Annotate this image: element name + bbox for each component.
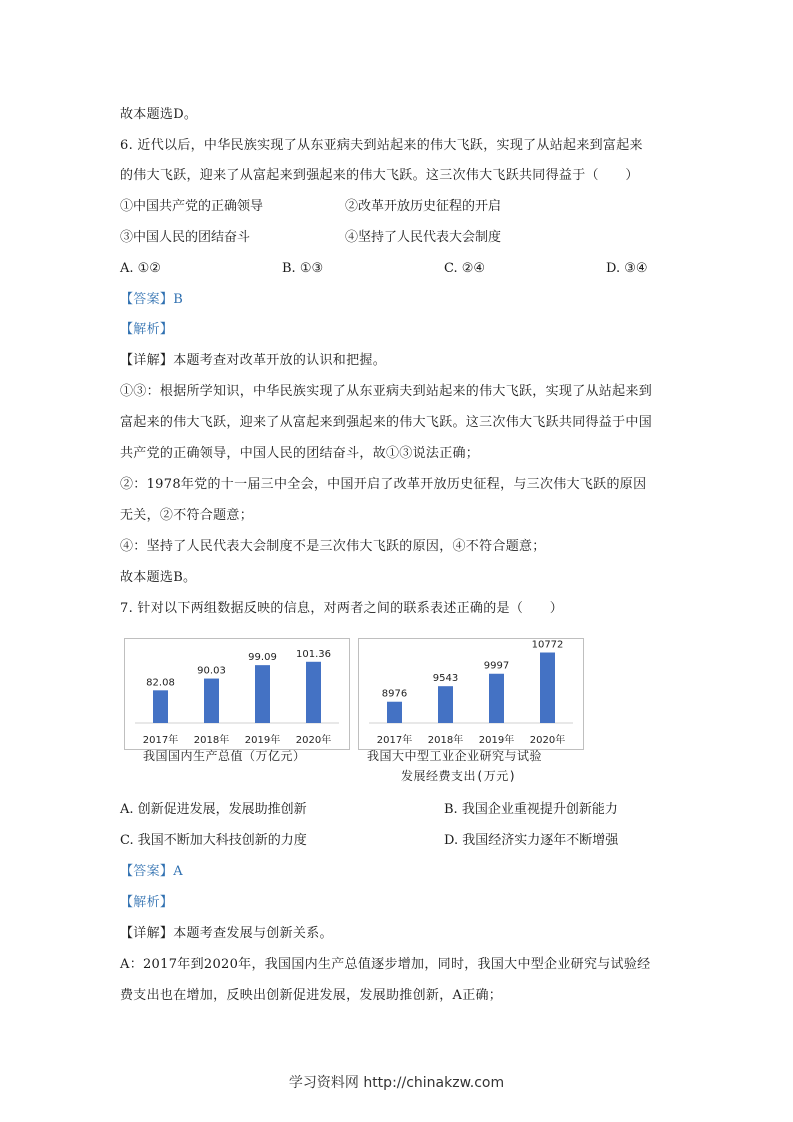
explanation-line: A：2017年到2020年，我国国内生产总值逐步增加，同时，我国大中型企业研究与试验经 bbox=[120, 957, 651, 972]
rd-category-label: 2019年 bbox=[478, 735, 515, 746]
analysis-label: 【解析】 bbox=[120, 322, 174, 337]
gdp-bar-chart bbox=[125, 639, 349, 749]
rd-value-label: 8976 bbox=[381, 688, 408, 700]
question-6-stem-cont: 的伟大飞跃，迎来了从富起来到强起来的伟大飞跃。这三次伟大飞跃共同得益于（ ） bbox=[120, 168, 639, 183]
gdp-category-label: 2018年 bbox=[193, 735, 230, 746]
rd-bar-chart bbox=[359, 639, 583, 749]
rd-chart-caption-line1: 我国大中型工业企业研究与试验 bbox=[367, 749, 543, 763]
q7-option-c: C. 我国不断加大科技创新的力度 bbox=[120, 833, 307, 848]
analysis-label: 【解析】 bbox=[120, 895, 174, 910]
rd-value-label: 9997 bbox=[483, 660, 510, 672]
gdp-bar bbox=[153, 690, 168, 723]
q6-statement: ①中国共产党的正确领导 bbox=[120, 199, 264, 214]
q7-option-b: B. 我国企业重视提升创新能力 bbox=[444, 802, 618, 817]
rd-chart-caption-line2: 发展经费支出(万元) bbox=[401, 769, 517, 783]
q6-option-c: C. ②④ bbox=[444, 261, 486, 276]
explanation-line: 费支出也在增加，反映出创新促进发展，发展助推创新，A正确； bbox=[120, 988, 503, 1003]
rd-chart-frame bbox=[358, 638, 584, 750]
answer-label: 【答案】B bbox=[120, 292, 184, 307]
rd-category-label: 2017年 bbox=[376, 735, 413, 746]
rd-bar bbox=[438, 686, 453, 723]
rd-category-label: 2018年 bbox=[427, 735, 464, 746]
gdp-value-label: 101.36 bbox=[296, 648, 331, 660]
q6-statement: ④坚持了人民代表大会制度 bbox=[345, 230, 502, 245]
gdp-category-label: 2017年 bbox=[142, 735, 179, 746]
detail-line: 【详解】本题考查对改革开放的认识和把握。 bbox=[120, 353, 387, 368]
gdp-value-label: 90.03 bbox=[197, 665, 226, 677]
gdp-category-label: 2019年 bbox=[244, 735, 281, 746]
text-line: 故本题选D。 bbox=[120, 107, 198, 122]
gdp-category-label: 2020年 bbox=[295, 735, 332, 746]
q6-statement: ②改革开放历史征程的开启 bbox=[345, 199, 502, 214]
q7-option-a: A. 创新促进发展，发展助推创新 bbox=[120, 802, 307, 817]
rd-bar bbox=[387, 702, 402, 723]
rd-bar bbox=[540, 653, 555, 723]
question-6-stem: 6. 近代以后，中华民族实现了从东亚病夫到站起来的伟大飞跃，实现了从站起来到富起来 bbox=[120, 138, 643, 153]
explanation-line: 富起来的伟大飞跃，迎来了从富起来到强起来的伟大飞跃。这三次伟大飞跃共同得益于中国 bbox=[120, 415, 653, 430]
q6-option-d: D. ③④ bbox=[606, 261, 648, 276]
explanation-line: 无关，②不符合题意； bbox=[120, 508, 254, 523]
gdp-bar bbox=[255, 665, 270, 723]
conclusion-line: 故本题选B。 bbox=[120, 570, 197, 585]
q7-option-d: D. 我国经济实力逐年不断增强 bbox=[444, 833, 619, 848]
gdp-bar bbox=[204, 679, 219, 723]
rd-value-label: 10772 bbox=[531, 639, 564, 651]
rd-value-label: 9543 bbox=[432, 673, 459, 685]
rd-bar bbox=[489, 674, 504, 723]
explanation-line: ②：1978年党的十一届三中全会，中国开启了改革开放历史征程，与三次伟大飞跃的原因 bbox=[120, 477, 647, 492]
explanation-line: ④：坚持了人民代表大会制度不是三次伟大飞跃的原因，④不符合题意； bbox=[120, 539, 546, 554]
explanation-line: 共产党的正确领导，中国人民的团结奋斗，故①③说法正确； bbox=[120, 446, 480, 461]
gdp-chart-frame bbox=[124, 638, 350, 750]
q6-statement: ③中国人民的团结奋斗 bbox=[120, 230, 251, 245]
q6-option-a: A. ①② bbox=[120, 261, 161, 276]
gdp-bar bbox=[306, 662, 321, 723]
q6-option-b: B. ①③ bbox=[282, 261, 324, 276]
detail-line: 【详解】本题考查发展与创新关系。 bbox=[120, 926, 333, 941]
site-footer: 学习资料网 http://chinakzw.com bbox=[288, 1075, 505, 1091]
gdp-chart-caption: 我国国内生产总值（万亿元） bbox=[143, 749, 306, 763]
gdp-value-label: 99.09 bbox=[248, 652, 277, 664]
explanation-line: ①③：根据所学知识，中华民族实现了从东亚病夫到站起来的伟大飞跃，实现了从站起来到 bbox=[120, 384, 653, 399]
answer-label: 【答案】A bbox=[120, 864, 183, 879]
question-7-stem: 7. 针对以下两组数据反映的信息，对两者之间的联系表述正确的是（ ） bbox=[120, 601, 564, 616]
gdp-value-label: 82.08 bbox=[146, 677, 175, 689]
rd-category-label: 2020年 bbox=[529, 735, 566, 746]
